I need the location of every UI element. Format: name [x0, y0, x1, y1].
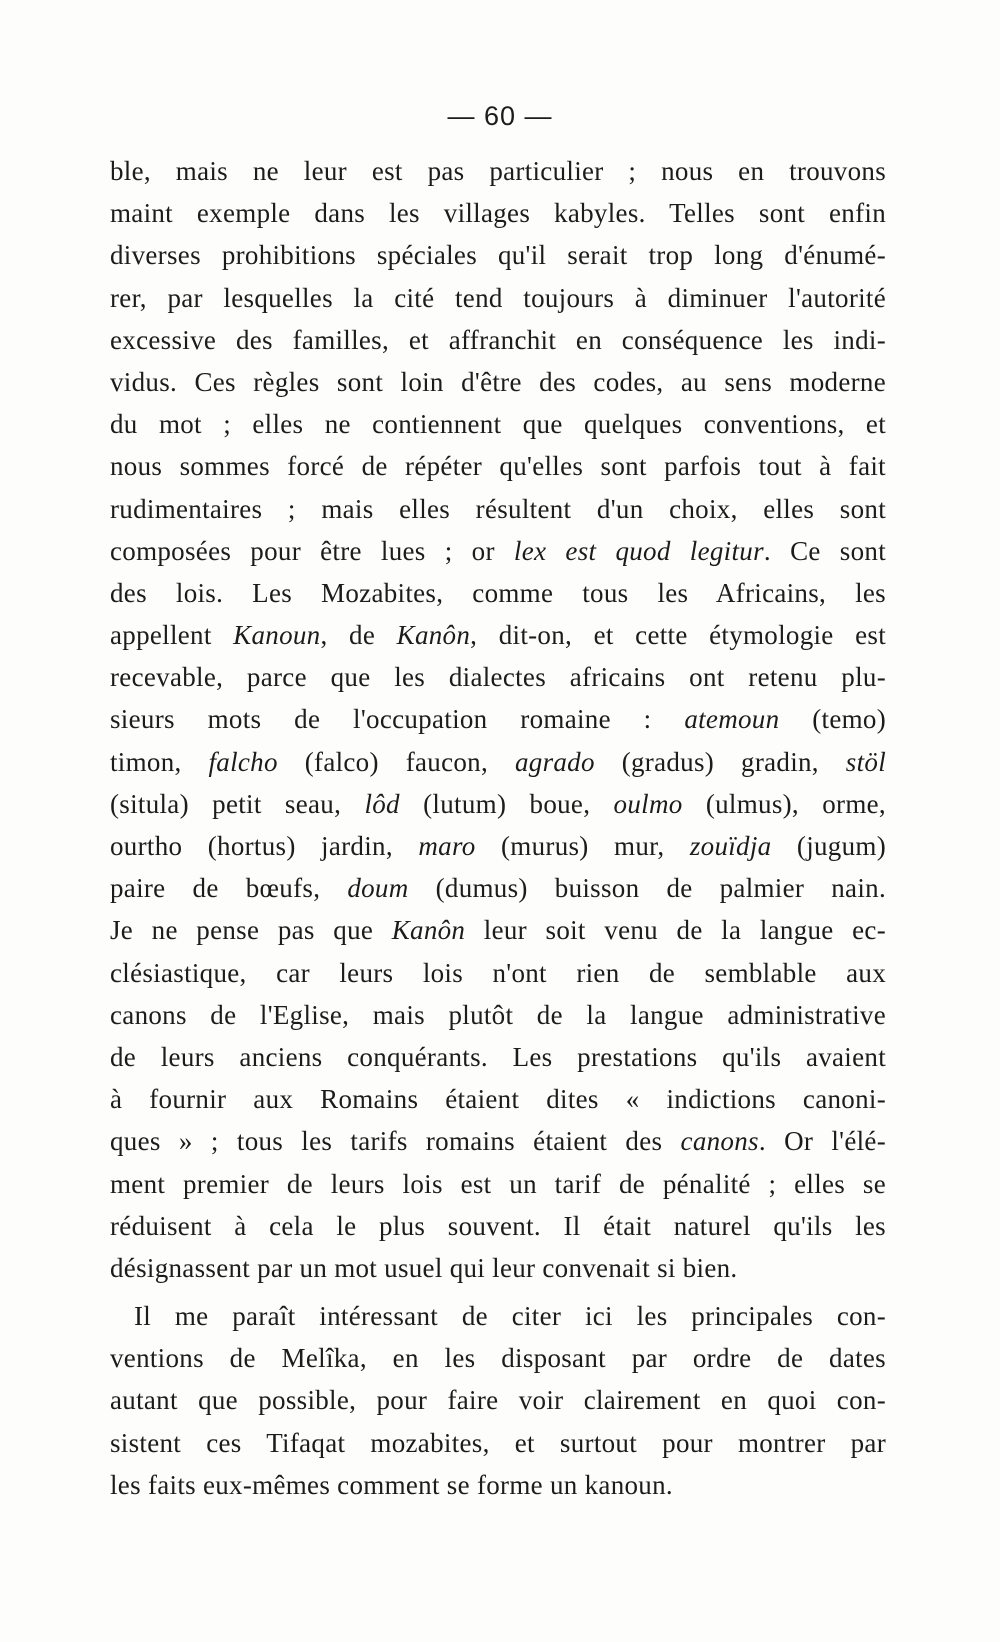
text-run: (lutum) boue, [399, 788, 614, 819]
text-run: composées pour être lues ; or [110, 535, 514, 566]
text-line [110, 1379, 886, 1421]
text-run: (situla) petit seau, [110, 788, 365, 819]
italic-term: lex est quod legitur [513, 535, 764, 566]
text-line [110, 909, 886, 951]
text-line [110, 952, 886, 994]
text-run: (falco) faucon, [277, 746, 515, 777]
text-run: vidus. Ces règles sont loin d'être des codes, au sens moderne [110, 366, 886, 397]
italic-term: Kanôn [391, 915, 466, 946]
italic-term: lôd [364, 788, 400, 819]
text-run: (dumus) buisson de palmier nain. [408, 873, 886, 904]
text-line [110, 530, 886, 572]
text-run: (temo) [779, 704, 886, 735]
text-line [110, 277, 886, 319]
text-run: Il me paraît intéressant de citer ici les principales con- [134, 1301, 886, 1332]
text-line [110, 867, 886, 909]
text-line [110, 192, 886, 234]
text-run: (gradus) gradin, [594, 746, 846, 777]
italic-term: agrado [514, 746, 595, 777]
paragraph [110, 150, 886, 1289]
italic-term: falcho [208, 746, 278, 777]
text-run: désignassent par un mot usuel qui leur convenait si bien. [110, 1252, 738, 1283]
text-run: clésiastique, car leurs lois n'ont rien de semblable aux [110, 957, 886, 988]
italic-term: Kanoun [233, 620, 321, 651]
text-run: . Ce sont [763, 535, 887, 566]
text-run: , de [320, 620, 397, 651]
italic-term: doum [347, 873, 409, 904]
text-line [110, 319, 886, 361]
text-line [110, 1120, 886, 1162]
text-run: leur soit venu de la langue ec- [465, 915, 886, 946]
text-line [110, 614, 886, 656]
text-line [110, 1247, 886, 1289]
text-run: de leurs anciens conquérants. Les prestations qu'ils avaient [110, 1041, 886, 1072]
text-line [110, 1205, 886, 1247]
text-run: rudimentaires ; mais elles résultent d'un choix, elles sont [110, 493, 886, 524]
text-line [110, 1337, 886, 1379]
text-line [110, 572, 886, 614]
text-line [110, 698, 886, 740]
text-line [110, 488, 886, 530]
italic-term: stöl [845, 746, 886, 777]
text-line [110, 1464, 886, 1506]
italic-term: canons [680, 1126, 759, 1157]
text-run: à fournir aux Romains étaient dites « indictions canoni- [110, 1084, 886, 1115]
text-run: sistent ces Tifaqat mozabites, et surtout pour montrer par [110, 1427, 886, 1458]
body-text [110, 150, 886, 1506]
text-run: ment premier de leurs lois est un tarif de pénalité ; elles se [110, 1168, 886, 1199]
text-line [110, 1036, 886, 1078]
text-line [110, 1295, 886, 1337]
text-run: des lois. Les Mozabites, comme tous les Africains, les [110, 577, 886, 608]
text-run: (jugum) [771, 831, 886, 861]
text-line [110, 1078, 886, 1120]
text-line [110, 361, 886, 403]
paragraph [110, 1295, 886, 1506]
italic-term: oulmo [613, 788, 683, 819]
text-run: nous sommes forcé de répéter qu'elles sont parfois tout à fait [110, 451, 886, 482]
text-run: ourtho (hortus) jardin, [110, 831, 419, 861]
text-line [110, 825, 886, 867]
text-line [110, 403, 886, 445]
text-line [110, 783, 886, 825]
text-run: Je ne pense pas que [110, 915, 392, 946]
text-run: . Or l'élé- [758, 1126, 886, 1157]
text-line [110, 445, 886, 487]
text-run: ventions de Melîka, en les disposant par ordre de dates [110, 1343, 886, 1374]
text-run: rer, par lesquelles la cité tend toujours à diminuer l'autorité [110, 282, 886, 313]
text-run: ques » ; tous les tarifs romains étaient des [110, 1126, 681, 1157]
text-run: ble, mais ne leur est pas particulier ; nous en trouvons [110, 156, 886, 186]
text-run: , dit-on, et cette étymologie est [470, 620, 886, 651]
text-line [110, 1422, 886, 1464]
text-run: excessive des familles, et affranchit en conséquence les indi- [110, 324, 886, 355]
text-run: appellent [110, 620, 234, 651]
page-number: — 60 — [447, 101, 553, 131]
text-line [110, 741, 886, 783]
italic-term: Kanôn [396, 620, 471, 651]
italic-term: zouïdja [689, 831, 772, 861]
text-run: réduisent à cela le plus souvent. Il était naturel qu'ils les [110, 1210, 886, 1241]
text-run: timon, [110, 746, 209, 777]
text-line [110, 656, 886, 698]
text-line [110, 150, 886, 192]
italic-term: atemoun [684, 704, 780, 735]
text-run: (ulmus), orme, [682, 788, 886, 819]
text-line [110, 234, 886, 276]
text-run: maint exemple dans les villages kabyles. Telles sont enfin [110, 198, 886, 229]
text-run: recevable, parce que les dialectes africains ont retenu plu- [110, 662, 886, 693]
text-line [110, 1163, 886, 1205]
text-run: les faits eux-mêmes comment se forme un kanoun. [110, 1469, 673, 1500]
text-run: (murus) mur, [475, 831, 690, 861]
italic-term: maro [418, 831, 476, 861]
text-run: diverses prohibitions spéciales qu'il serait trop long d'énumé- [110, 240, 886, 271]
text-run: canons de l'Eglise, mais plutôt de la langue administrative [110, 999, 886, 1030]
text-run: paire de bœufs, [110, 873, 348, 904]
text-run: du mot ; elles ne contiennent que quelques conventions, et [110, 409, 886, 440]
text-run: autant que possible, pour faire voir clairement en quoi con- [110, 1385, 886, 1416]
text-line [110, 994, 886, 1036]
text-run: sieurs mots de l'occupation romaine : [110, 704, 685, 735]
